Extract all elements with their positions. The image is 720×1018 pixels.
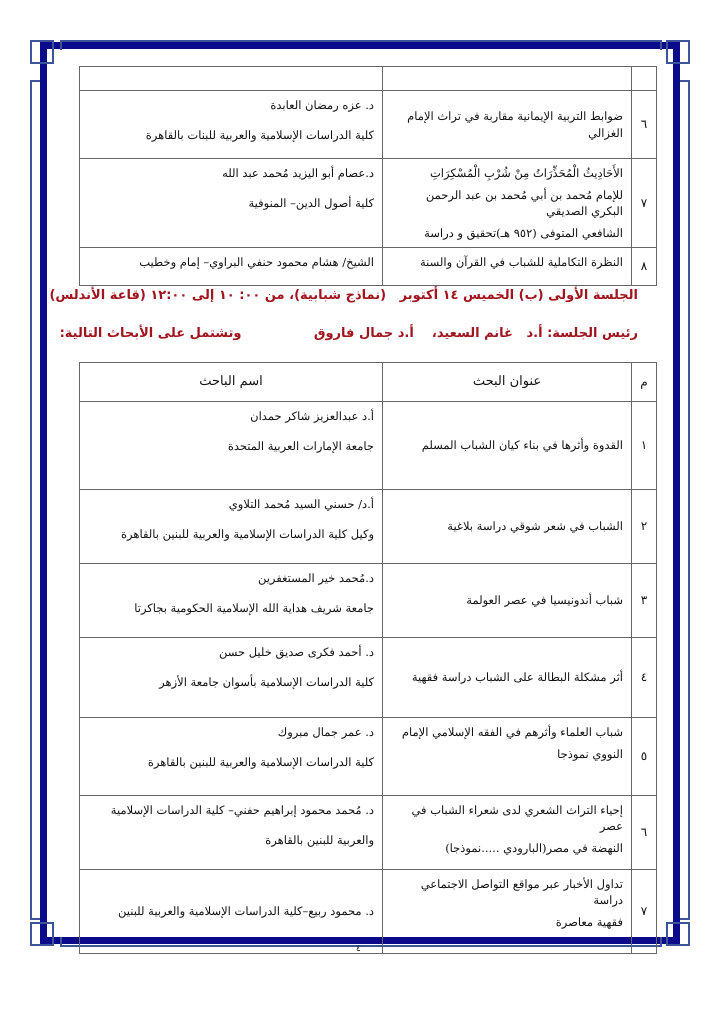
table-row — [80, 718, 657, 796]
research-title-line: تداول الأخبار عبر مواقع التواصل الاجتماعي دراسة — [420, 877, 623, 908]
research-title — [383, 796, 632, 870]
research-title-line: شباب أندونيسيا في عصر العولمة — [466, 593, 623, 608]
researcher-name: د. مُحمد محمود إبراهيم حفني– كلية الدراسات الإسلامية — [110, 803, 374, 817]
researcher-affiliation: جامعة شريف هداية الله الإسلامية الحكومية بجاكرتا — [134, 601, 374, 616]
research-title-line: القدوة وأثرها في بناء كيان الشباب المسلم — [421, 438, 623, 453]
researcher-name: د. محمود ربيع–كلية الدراسات الإسلامية والعربية للبنين — [118, 904, 374, 919]
row-number: ٧ — [632, 870, 657, 954]
research-title — [383, 870, 632, 954]
research-title — [383, 67, 632, 91]
header-title: عنوان البحث — [383, 363, 632, 402]
researcher-affiliation: كلية الدراسات الإسلامية والعربية للبنات بالقاهرة — [145, 128, 374, 143]
research-title-line: للإمام مُحمد بن أبي مُحمد بن عبد الرحمن البكري الصديقي — [425, 188, 623, 219]
research-table-continued — [79, 66, 657, 286]
researcher-name: د.عصام أبو اليزيد مُحمد عبد الله — [222, 166, 374, 180]
research-title-line: النهضة في مصر(البارودي .....نموذجا) — [445, 841, 623, 856]
researcher-info — [80, 490, 383, 564]
frame-corner-top-left — [30, 40, 54, 64]
researcher-name: أ.د عبدالعزيز شاكر حمدان — [250, 409, 374, 423]
row-number: ٨ — [632, 248, 657, 286]
research-title — [383, 402, 632, 490]
session-chair: رئيس الجلسة: أ.د غانم السعيد، أ.د جمال فاروق وتشتمل على الأبحاث التالية: — [59, 326, 638, 341]
researcher-info — [80, 870, 383, 954]
row-number: ٦ — [632, 91, 657, 159]
table-row — [80, 67, 657, 91]
research-title-line: فقهية معاصرة — [555, 915, 623, 930]
row-number: ٤ — [632, 638, 657, 718]
table-row — [80, 159, 657, 248]
row-number: ١ — [632, 402, 657, 490]
researcher-name: د. عمر جمال مبروك — [277, 725, 374, 739]
row-number: ٥ — [632, 718, 657, 796]
researcher-affiliation: كلية الدراسات الإسلامية بأسوان جامعة الأزهر — [159, 675, 374, 690]
frame-corner-top-right — [666, 40, 690, 64]
table-row — [80, 564, 657, 638]
researcher-info — [80, 796, 383, 870]
researcher-info — [80, 159, 383, 248]
research-table — [79, 362, 657, 954]
researcher-info — [80, 91, 383, 159]
researcher-info — [80, 402, 383, 490]
table-row — [80, 490, 657, 564]
table-row — [80, 248, 657, 286]
research-title — [383, 91, 632, 159]
research-title — [383, 564, 632, 638]
researcher-info — [80, 564, 383, 638]
research-title — [383, 248, 632, 286]
research-title — [383, 718, 632, 796]
research-title-line: الأَحَادِيثُ الْمُحَذِّرَاتُ مِنْ شُرْبِ الْمُسْكِرَاتِ — [429, 166, 623, 180]
session-heading: الجلسة الأولى (ب) الخميس ١٤ أكتوبر (نماذج شبابية)، من ٠٠: ١٠ إلى ١٢:٠٠ (قاعة الأندلس) — [49, 288, 638, 303]
researcher-name: الشيخ/ هشام محمود حنفي البراوي– إمام وخطيب — [139, 255, 374, 270]
researcher-affiliation: والعربية للبنين بالقاهرة — [265, 833, 374, 848]
table-row — [80, 638, 657, 718]
research-title-line: الشباب في شعر شوقي دراسة بلاغية — [447, 519, 623, 534]
page-number: ٤ — [356, 944, 361, 954]
table-row — [80, 91, 657, 159]
researcher-affiliation: وكيل كلية الدراسات الإسلامية والعربية للبنين بالقاهرة — [121, 527, 374, 542]
frame-line-right — [680, 80, 690, 920]
header-researcher: اسم الباحث — [80, 363, 383, 402]
table-header-row — [80, 363, 657, 402]
researcher-info — [80, 67, 383, 91]
research-title — [383, 490, 632, 564]
researcher-info — [80, 638, 383, 718]
research-title-line: إحياء التراث الشعري لدى شعراء الشباب في عصر — [411, 803, 623, 834]
researcher-affiliation: كلية الدراسات الإسلامية والعربية للبنين بالقاهرة — [147, 755, 374, 770]
table-row — [80, 402, 657, 490]
researcher-info — [80, 718, 383, 796]
header-num: م — [632, 363, 657, 402]
row-number — [632, 67, 657, 91]
research-title-line: أثر مشكلة البطالة على الشباب دراسة فقهية — [411, 670, 623, 685]
research-title — [383, 159, 632, 248]
research-title-line: النظرة التكاملية للشباب في القرآن والسنة — [420, 255, 623, 270]
research-title — [383, 638, 632, 718]
frame-corner-bottom-left — [30, 922, 54, 946]
frame-corner-bottom-right — [666, 922, 690, 946]
table-row — [80, 870, 657, 954]
researcher-affiliation: جامعة الإمارات العربية المتحدة — [227, 439, 374, 454]
row-number: ٢ — [632, 490, 657, 564]
row-number: ٧ — [632, 159, 657, 248]
row-number: ٣ — [632, 564, 657, 638]
research-title-line: ضوابط التربية الإيمانية مقاربة في تراث الإمام الغزالي — [407, 109, 623, 140]
researcher-name: د.مُحمد خير المستغفرين — [257, 571, 374, 585]
row-number: ٦ — [632, 796, 657, 870]
frame-line-left — [30, 80, 40, 920]
researcher-name: د. أحمد فكرى صديق خليل حسن — [218, 645, 374, 659]
research-title-line: شباب العلماء وأثرهم في الفقه الإسلامي الإمام — [401, 725, 623, 739]
table-row — [80, 796, 657, 870]
research-title-line: الشافعي المتوفى (٩٥٢ هـ)تحقيق و دراسة — [424, 226, 623, 241]
frame-line-top — [60, 40, 662, 50]
researcher-name: أ.د/ حسني السيد مُحمد التلاوي — [228, 497, 374, 511]
researcher-info — [80, 248, 383, 286]
research-title-line: النووي نموذجا — [557, 747, 623, 762]
researcher-name: د. عزه رمضان العابدة — [270, 98, 374, 112]
researcher-affiliation: كلية أصول الدين– المنوفية — [248, 196, 374, 211]
